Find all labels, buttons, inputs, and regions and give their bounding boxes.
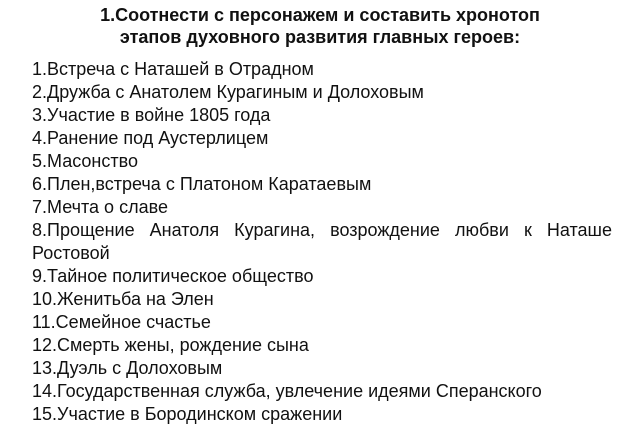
list-item: 7.Мечта о славе	[32, 197, 168, 217]
task-title-line-2: этапов духовного развития главных героев:	[119, 27, 521, 47]
list-item: 8.Прощение Анатоля Курагина, возрождение любви к Наташе Ростовой	[32, 220, 612, 263]
list-item: 4.Ранение под Аустерлицем	[32, 128, 269, 148]
list-item: 6.Плен,встреча с Платоном Каратаевым	[32, 174, 372, 194]
list-item: 5.Масонство	[32, 151, 138, 171]
task-title-line-1: 1.Соотнести с персонажем и составить хронотоп	[100, 5, 540, 25]
list-item: 3.Участие в войне 1805 года	[32, 105, 271, 125]
list-item: 15.Участие в Бородинском сражении	[32, 404, 343, 424]
list-item: 14.Государственная служба, увлечение идеями Сперанского	[32, 381, 542, 401]
list-item: 12.Смерть жены, рождение сына	[32, 335, 309, 355]
list-item: 13.Дуэль с Долоховым	[32, 358, 223, 378]
list-item: 1.Встреча с Наташей в Отрадном	[32, 59, 314, 79]
list-item: 9.Тайное политическое общество	[32, 266, 314, 286]
list-item: 11.Семейное счастье	[32, 312, 211, 332]
list-item: 10.Женитьба на Элен	[32, 289, 214, 309]
list-item: 2.Дружба с Анатолем Курагиным и Долоховым	[32, 82, 424, 102]
stages-list	[32, 58, 612, 426]
